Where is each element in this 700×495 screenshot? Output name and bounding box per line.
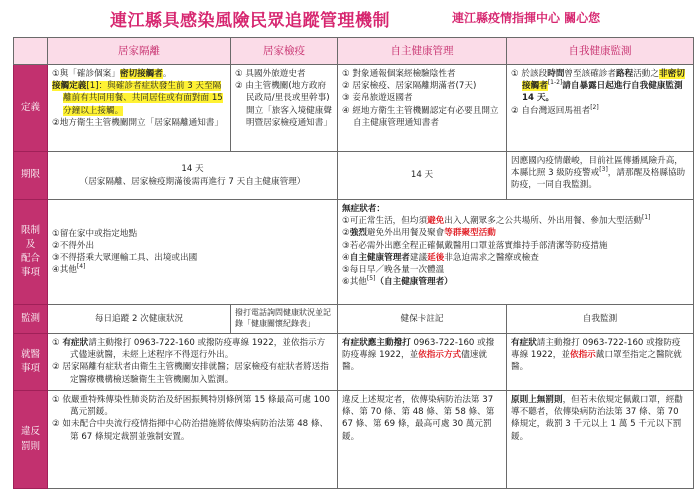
penalty-row xyxy=(14,391,694,489)
definition-quarantine xyxy=(231,65,338,152)
period-iso-quar-note: （居家隔離、居家檢疫期滿後需再進行 7 天自主健康管理） xyxy=(79,176,306,187)
monitor-isolation: 每日追蹤 2 次健康狀況 xyxy=(48,305,231,334)
definition-self-management-item-1: ① 對象通報個案經檢驗陰性者 xyxy=(342,69,456,79)
monitor-self-monitoring: 自我監測 xyxy=(507,305,694,334)
definition-row xyxy=(14,65,694,152)
restriction-left-item-3: ③不得搭乘大眾運輸工具、出境或出國 xyxy=(52,253,198,263)
corner-cell xyxy=(14,38,48,65)
page-subtitle: 連江縣疫情指揮中心 關心您 xyxy=(452,11,601,25)
row-header-definition: 定義 xyxy=(14,65,48,152)
page-title: 連江縣具感染風險民眾追蹤管理機制 xyxy=(110,11,390,31)
restriction-right-heading: 無症狀者： xyxy=(342,204,385,214)
restriction-left-item-4: ④其他[4] xyxy=(52,263,86,276)
period-self-management: 14 天 xyxy=(338,152,507,200)
page-header xyxy=(0,0,700,30)
definition-self-monitoring-item-2: ② 自台灣返回馬祖者[2] xyxy=(511,103,599,116)
definition-self-management-item-3: ③ 妾帛旅遊返國者 xyxy=(342,93,413,104)
definition-self-management-item-2: ② 居家檢疫、居家隔離期滿者(7天) xyxy=(342,81,477,92)
definition-isolation-contact-definition: 接觸定義[1]：與確診者症狀發生前 3 天至隔離前有共同用餐、共同居住或有面對面 15 分鐘以上接觸。 xyxy=(52,81,223,116)
restriction-right-item-2: ②強烈避免外出用餐及聚會等群聚型活動 xyxy=(342,228,496,239)
row-header-monitor: 監測 xyxy=(14,305,48,334)
restriction-right-item-4: ④自主健康管理者建議延後非急迫需求之醫療或檢查 xyxy=(342,252,539,263)
penalty-left-item-2: ② 如未配合中央流行疫情指揮中心防治措施將依傳染病防治法第 48 條、第 67 條規定裁罰並強制安置。 xyxy=(52,419,329,442)
restriction-left-item-1: ①留在家中或指定地點 xyxy=(52,228,138,239)
penalty-self-management: 違反上述規定者，依傳染病防治法第 37 條、第 70 條、第 48 條、第 58 條、第 67 條、第 69 條，最高可處 30 萬元罰鍰。 xyxy=(338,391,507,489)
medical-self-monitoring: 有症狀請主動撥打 0963-722-160 或撥防疫專線 1922，並依指示戴口罩至指定之醫院就醫。 xyxy=(507,334,694,391)
definition-isolation-item-1: ①與「確診個案」密切接觸者。 xyxy=(52,69,172,79)
row-header-period: 期限 xyxy=(14,152,48,200)
definition-self-monitoring xyxy=(507,65,694,152)
col-header-isolation: 居家隔離 xyxy=(48,38,231,65)
col-header-quarantine: 居家檢疫 xyxy=(231,38,338,65)
definition-quarantine-item-1: ① 具國外旅遊史者 xyxy=(235,69,306,79)
penalty-left-item-1: ① 依嚴重特殊傳染性肺炎防治及紓困振興特別條例第 15 條最高可處 100 萬元罰鍰。 xyxy=(52,395,331,418)
penalty-self-monitoring: 原則上無罰則，但若未依規定佩戴口罩，經勸導不聽者，依傳染病防治法第 37 條、第 70 條規定，裁罰 3 千元以上 1 萬 5 千元以下罰鍰。 xyxy=(507,391,694,489)
monitor-quarantine: 撥打電話詢問健康狀況並記錄「健康關懷紀錄表」 xyxy=(231,305,338,334)
restriction-row xyxy=(14,200,694,305)
col-header-self-management: 自主健康管理 xyxy=(338,38,507,65)
row-header-medical: 就醫 事項 xyxy=(14,334,48,391)
definition-self-management xyxy=(338,65,507,152)
monitor-row xyxy=(14,305,694,334)
column-header-row xyxy=(14,38,694,65)
definition-isolation xyxy=(48,65,231,152)
restriction-self-management-monitoring xyxy=(338,200,694,305)
period-self-monitoring: 因應國內疫情嚴峻，目前社區傳播風險升高，本縣比照 3 級防疫警戒[3]，請那醒及格縣協助防疫，一同自我監測。 xyxy=(507,152,694,200)
monitor-self-management: 健保卡註記 xyxy=(338,305,507,334)
medical-left-item-1: ① 有症狀請主動撥打 0963-722-160 或撥防疫專線 1922，並依指示方式儘速就醫，未經上述程序不得逕行外出。 xyxy=(52,338,326,361)
medical-left-item-2: ② 居家隔離有症狀者由衛生主管機關安排就醫；居家檢疫有症狀者將送指定醫療機構檢送驗衛生主管機關加入監測。 xyxy=(52,362,329,385)
restriction-isolation-quarantine xyxy=(48,200,338,305)
col-header-self-monitoring: 自我健康監測 xyxy=(507,38,694,65)
definition-self-management-item-4: ④ 經地方衛生主管機關認定有必要且開立自主健康管理通知書者 xyxy=(342,105,499,128)
definition-isolation-item-2: ②地方衛生主管機關開立「居家隔離通知書」 xyxy=(52,117,223,128)
definition-self-monitoring-item-1: ① 於該段時間曾至該確診者路程活動之非密切接觸者[1-2]請自暴露日起進行自我健康監測 14 天。 xyxy=(511,69,685,104)
penalty-isolation-quarantine xyxy=(48,391,338,489)
period-iso-quar-days: 14 天 xyxy=(181,164,204,175)
restriction-right-item-6: ⑥其他[5]（自主健康管理者） xyxy=(342,275,453,288)
restriction-right-item-5: ⑤每日早／晚各量一次體溫 xyxy=(342,265,445,276)
definition-quarantine-item-2: ② 由主管機關(地方政府民政局/里長或里幹事)開立「旅客入境健康聲明暨居家檢疫通知書」 xyxy=(235,81,332,128)
restriction-right-item-3: ③若必需外出應全程正確佩戴醫用口罩並落實維持手部清潔等防疫措施 xyxy=(342,240,608,251)
medical-row xyxy=(14,334,694,391)
medical-self-management: 有症狀應主動撥打 0963-722-160 或撥防疫專線 1922，並依指示方式儘速就醫。 xyxy=(338,334,507,391)
management-table xyxy=(13,37,694,489)
row-header-restriction: 限制 及 配合 事項 xyxy=(14,200,48,305)
restriction-right-item-1: ①可正常生活，但均須避免出入人潮眾多之公共場所、外出用餐、參加大型活動[1] xyxy=(342,214,651,227)
row-header-penalty: 違反 罰則 xyxy=(14,391,48,489)
period-isolation-quarantine xyxy=(48,152,338,200)
medical-isolation-quarantine xyxy=(48,334,338,391)
restriction-left-item-2: ②不得外出 xyxy=(52,240,95,251)
period-row xyxy=(14,152,694,200)
